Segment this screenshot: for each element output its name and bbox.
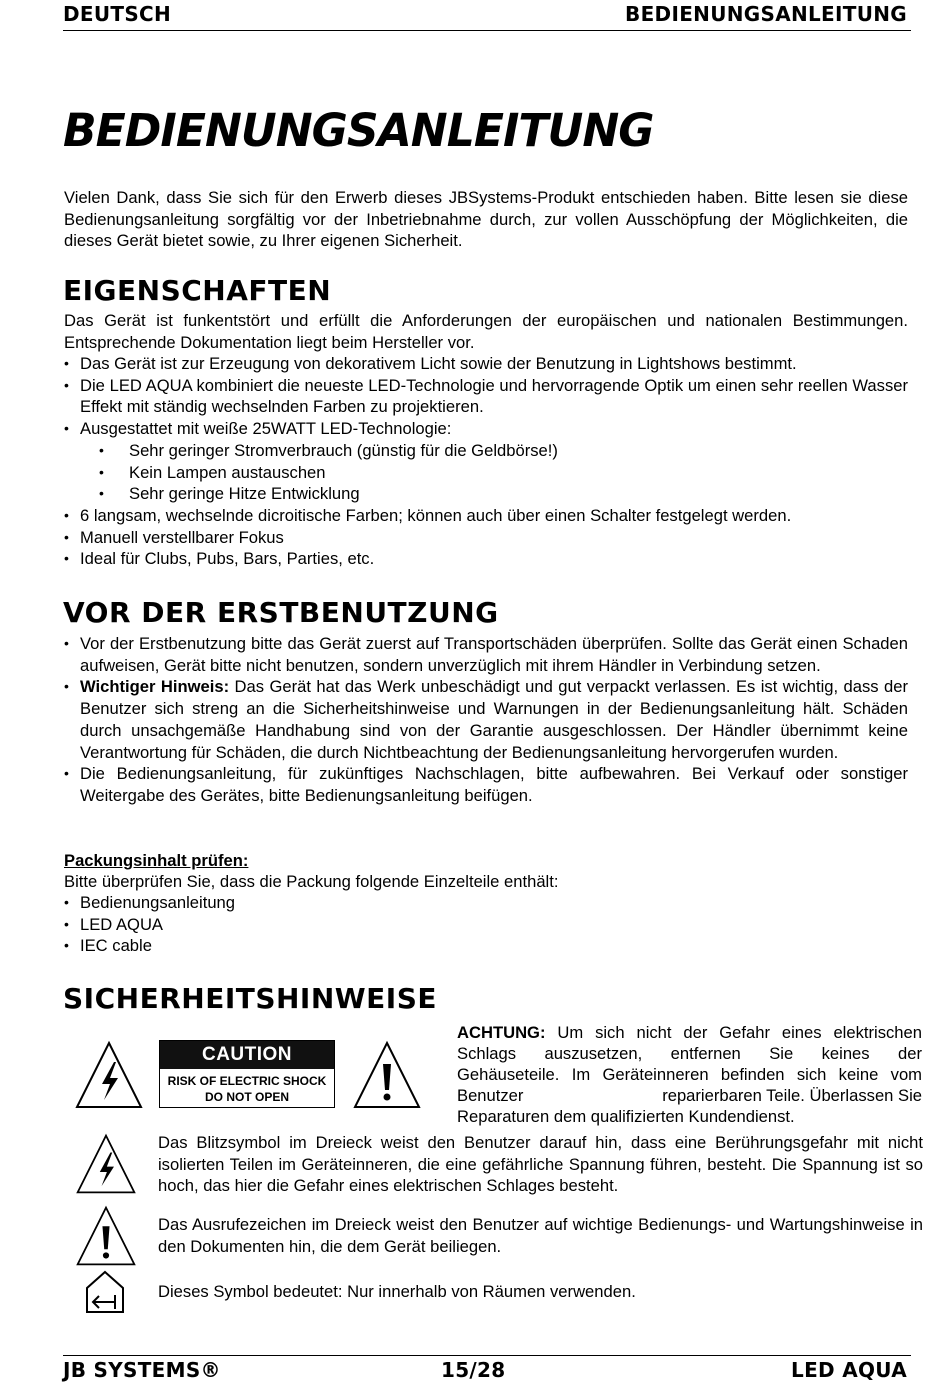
before-use-list (64, 633, 908, 807)
caution-line-1: RISK OF ELECTRIC SHOCK (167, 1074, 327, 1088)
package-check-heading (64, 850, 908, 872)
achtung-line-4a: Benutzer (457, 1086, 524, 1105)
achtung-line-4b: reparierbaren Teile. Überlassen Sie (662, 1086, 922, 1105)
achtung-line-3: Gehäuseteile. Im Geräteinneren befinden sich keine vom (457, 1065, 922, 1084)
important-note-text: Das Gerät hat das Werk unbeschädigt und gut verpackt verlassen. Es ist wichtig, dass der Benutzer sich streng an die Sicherheitshinweise und Warnungen in der Bedienungsanleitung hält. Schäden durch unsachgemäße Handhabung sind von der Garantie ausgeschlossen. Der Händler übernimmt keine Verantwortung für Schäden, die durch Nichtbeachtung der Bedienungsanleitung hervorgerufen wurden. (80, 677, 908, 762)
exclamation-explanation: Das Ausrufezeichen im Dreieck weist den Benutzer auf wichtige Bedienungs- und Wartungshinweise in den Dokumenten hin, die dem Gerät beiliegen. (158, 1215, 923, 1256)
list-item (64, 676, 908, 763)
features-text: Das Gerät ist funkentstört und erfüllt die Anforderungen der europäischen und nationalen Bestimmungen. Entsprechende Dokumentation liegt beim Hersteller vor. (64, 311, 908, 352)
achtung-line-1: Um sich nicht der Gefahr eines elektrischen (545, 1023, 922, 1042)
caution-title: CAUTION (160, 1041, 334, 1069)
achtung-line (457, 1022, 922, 1043)
list-item-text: Ausgestattet mit weiße 25WATT LED-Technologie: (80, 419, 452, 439)
indoor-use-icon (85, 1270, 125, 1314)
caution-label (159, 1040, 335, 1108)
list-item: • 6 langsam, wechselnde dicroitische Farben; können auch über einen Schalter festgelegt werden. (64, 505, 908, 527)
page-title: BEDIENUNGSANLEITUNG (63, 104, 654, 157)
package-check-text: Bitte überprüfen Sie, dass die Packung folgende Einzelteile enthält: (64, 872, 559, 891)
lightning-triangle-icon (75, 1133, 137, 1195)
achtung-line-4 (457, 1085, 922, 1106)
sub-list-item: • Sehr geringer Stromverbrauch (günstig für die Geldbörse!) (80, 440, 908, 462)
exclamation-triangle-icon (75, 1205, 137, 1267)
footer-page-number: 15/28 (441, 1358, 506, 1382)
page-footer (63, 1355, 911, 1386)
lightning-warning-icon (74, 1040, 144, 1110)
header-title: BEDIENUNGSANLEITUNG (625, 2, 907, 26)
page-header (63, 2, 911, 31)
caution-subtitle (160, 1069, 334, 1105)
important-note-label: Wichtiger Hinweis: (80, 677, 230, 697)
footer-brand: JB SYSTEMS® (63, 1358, 221, 1382)
sub-list-item: • Kein Lampen austauschen (80, 462, 908, 484)
caution-line-2: DO NOT OPEN (204, 1090, 289, 1104)
header-language: DEUTSCH (63, 2, 172, 26)
list-item (64, 418, 908, 505)
list-item: • Manuell verstellbarer Fokus (64, 527, 908, 549)
package-check-label: Packungsinhalt prüfen: (64, 851, 249, 870)
achtung-label: ACHTUNG: (457, 1023, 546, 1042)
list-item: • LED AQUA (64, 914, 908, 936)
features-heading: EIGENSCHAFTEN (63, 274, 332, 307)
achtung-text (457, 1022, 922, 1127)
intro-paragraph: Vielen Dank, dass Sie sich für den Erwerb dieses JBSystems-Produkt entschieden haben. Bitte lesen sie diese Bedienungsanleitung sorgfältig vor der Inbetriebnahme durch, zur vollen Ausschöpfung der Möglichkeiten, die dieses Gerät bietet sowie, zu Ihrer eigenen Sicherheit. (64, 188, 908, 251)
footer-product: LED AQUA (791, 1358, 907, 1382)
list-item: • Ideal für Clubs, Pubs, Bars, Parties, etc. (64, 548, 908, 570)
lightning-explanation: Das Blitzsymbol im Dreieck weist den Benutzer darauf hin, dass eine Berührungsgefahr mit nicht isolierten Teilen im Geräteinneren, die eine gefährliche Spannung führen, besteht. Die Spannung ist so hoch, das hier die Gefahr eines elektrischen Schlages besteht. (158, 1133, 923, 1196)
list-item: • Das Gerät ist zur Erzeugung von dekorativem Licht sowie der Benutzung in Lightshows bestimmt. (64, 353, 908, 375)
list-item: • Vor der Erstbenutzung bitte das Gerät zuerst auf Transportschäden überprüfen. Sollte das Gerät einen Schaden aufweisen, Gerät bitte nicht benutzen, sondern unverzüglich mit ihrem Händler in Verbindung setzen. (64, 633, 908, 676)
sub-list-item: • Sehr geringe Hitze Entwicklung (80, 483, 908, 505)
achtung-line-2: Schlags auszusetzen, entfernen Sie keines der (457, 1044, 922, 1063)
achtung-line-5: Reparaturen dem qualifizierten Kundendienst. (457, 1107, 795, 1126)
exclamation-warning-icon (352, 1040, 422, 1110)
package-contents-list (64, 892, 908, 957)
features-list (64, 353, 908, 570)
list-item: • Die Bedienungsanleitung, für zukünftiges Nachschlagen, bitte aufbewahren. Bei Verkauf oder sonstiger Weitergabe des Gerätes, bitte Bedienungsanleitung beifügen. (64, 763, 908, 806)
list-item: • Die LED AQUA kombiniert die neueste LED-Technologie und hervorragende Optik um einen sehr reellen Wasser Effekt mit ständig wechselnden Farben zu projektieren. (64, 375, 908, 418)
list-item: • IEC cable (64, 935, 908, 957)
safety-heading: SICHERHEITSHINWEISE (63, 982, 438, 1015)
sub-list (80, 440, 908, 505)
before-use-heading: VOR DER ERSTBENUTZUNG (63, 596, 499, 629)
list-item: • Bedienungsanleitung (64, 892, 908, 914)
indoor-explanation: Dieses Symbol bedeutet: Nur innerhalb von Räumen verwenden. (158, 1282, 636, 1301)
